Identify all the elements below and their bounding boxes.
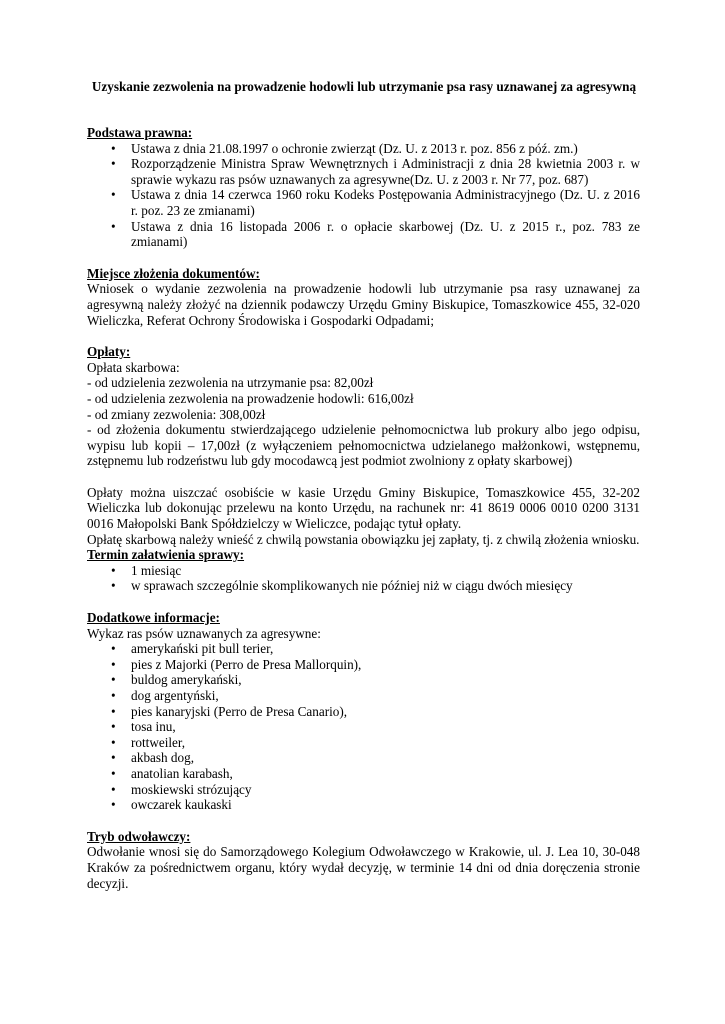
list-item: • pies kanaryjski (Perro de Presa Canario), bbox=[87, 704, 640, 720]
list-item: • rottweiler, bbox=[87, 735, 640, 751]
submission-place-section bbox=[87, 266, 640, 328]
additional-info-heading: Dodatkowe informacje: bbox=[87, 610, 220, 626]
legal-basis-list bbox=[87, 141, 640, 250]
processing-time-section bbox=[87, 547, 640, 594]
appeal-heading: Tryb odwoławczy: bbox=[87, 828, 191, 844]
additional-info-section bbox=[87, 610, 640, 813]
processing-time-list bbox=[87, 563, 640, 594]
list-item: • Rozporządzenie Ministra Spraw Wewnętrznych i Administracji z dnia 28 kwietnia 2003 r. w sprawie wykazu ras psów uznawanych za agresywne(Dz. U. z 2003 r. Nr 77, poz. 687) bbox=[87, 156, 640, 187]
list-item: • tosa inu, bbox=[87, 719, 640, 735]
breeds-list bbox=[87, 641, 640, 813]
fees-section bbox=[87, 344, 640, 547]
list-item: • akbash dog, bbox=[87, 750, 640, 766]
list-item: • Ustawa z dnia 14 czerwca 1960 roku Kodeks Postępowania Administracyjnego (Dz. U. z 2016 r. poz. 23 ze zmianami) bbox=[87, 187, 640, 218]
breeds-intro: Wykaz ras psów uznawanych za agresywne: bbox=[87, 625, 321, 641]
payment-info: Opłaty można uiszczać osobiście w kasie Urzędu Gminy Biskupice, Tomaszkowice 455, 32-202 Wieliczka lub dokonując przelewu na konto Urzędu, na rachunek nr: 41 8619 0006 0010 0200 3131 0016 Małopolski Bank Spółdzielczy w Wieliczce, podając tytuł opłaty. bbox=[87, 484, 640, 532]
list-item: • moskiewski strózujący bbox=[87, 782, 640, 798]
fee-poa-note: - od złożenia dokumentu stwierdzającego udzielenie pełnomocnictwa lub prokury albo jego odpisu, wypisu lub kopii – 17,00zł (z wyłączeniem pełnomocnictwa udzielanego małżonkowi, wstępnemu, zstępnemu lub rodzeństwu lub gdy mocodawcą jest podmiot zwolniony z opłaty skarbowej) bbox=[87, 422, 640, 469]
list-item: • 1 miesiąc bbox=[87, 563, 640, 579]
appeal-section bbox=[87, 829, 640, 891]
payment-deadline: Opłatę skarbową należy wnieść z chwilą powstania obowiązku jej zapłaty, tj. z chwilą złożenia wniosku. bbox=[87, 531, 640, 547]
fees-heading: Opłaty: bbox=[87, 344, 131, 360]
fee-line: - od zmiany zezwolenia: 308,00zł bbox=[87, 406, 266, 422]
list-item: • w sprawach szczególnie skomplikowanych nie później niż w ciągu dwóch miesięcy bbox=[87, 578, 640, 594]
list-item: • Ustawa z dnia 21.08.1997 o ochronie zwierząt (Dz. U. z 2013 r. poz. 856 z póź. zm.) bbox=[87, 141, 640, 157]
submission-place-heading: Miejsce złożenia dokumentów: bbox=[87, 265, 260, 281]
list-item: • owczarek kaukaski bbox=[87, 797, 640, 813]
document-body bbox=[87, 125, 640, 891]
list-item: • pies z Majorki (Perro de Presa Mallorquin), bbox=[87, 657, 640, 673]
legal-basis-section bbox=[87, 125, 640, 250]
list-item: • amerykański pit bull terier, bbox=[87, 641, 640, 657]
fee-line: - od udzielenia zezwolenia na prowadzenie hodowli: 616,00zł bbox=[87, 390, 414, 406]
document-title: Uzyskanie zezwolenia na prowadzenie hodowli lub utrzymanie psa rasy uznawanej za agresywną bbox=[91, 79, 637, 94]
fee-line: - od udzielenia zezwolenia na utrzymanie psa: 82,00zł bbox=[87, 375, 374, 391]
legal-basis-heading: Podstawa prawna: bbox=[87, 125, 193, 140]
list-item: • Ustawa z dnia 16 listopada 2006 r. o opłacie skarbowej (Dz. U. z 2015 r., poz. 783 ze zmianami) bbox=[87, 219, 640, 250]
submission-place-text: Wniosek o wydanie zezwolenia na prowadzenie hodowli lub utrzymanie psa rasy uznawanej za agresywną należy złożyć na dziennik podawczy Urzędu Gminy Biskupice, Tomaszkowice 455, 32-020 Wieliczka, Referat Ochrony Środowiska i Gospodarki Odpadami; bbox=[87, 281, 640, 328]
fee-line: Opłata skarbowa: bbox=[87, 359, 180, 375]
list-item: • anatolian karabash, bbox=[87, 766, 640, 782]
list-item: • dog argentyński, bbox=[87, 688, 640, 704]
processing-time-heading: Termin załatwienia sprawy: bbox=[87, 547, 245, 563]
list-item: • buldog amerykański, bbox=[87, 672, 640, 688]
appeal-text: Odwołanie wnosi się do Samorządowego Kolegium Odwoławczego w Krakowie, ul. J. Lea 10, 30-048 Kraków za pośrednictwem organu, który wydał decyzję, w terminie 14 dni od dnia doręczenia stronie decyzji. bbox=[87, 844, 640, 891]
